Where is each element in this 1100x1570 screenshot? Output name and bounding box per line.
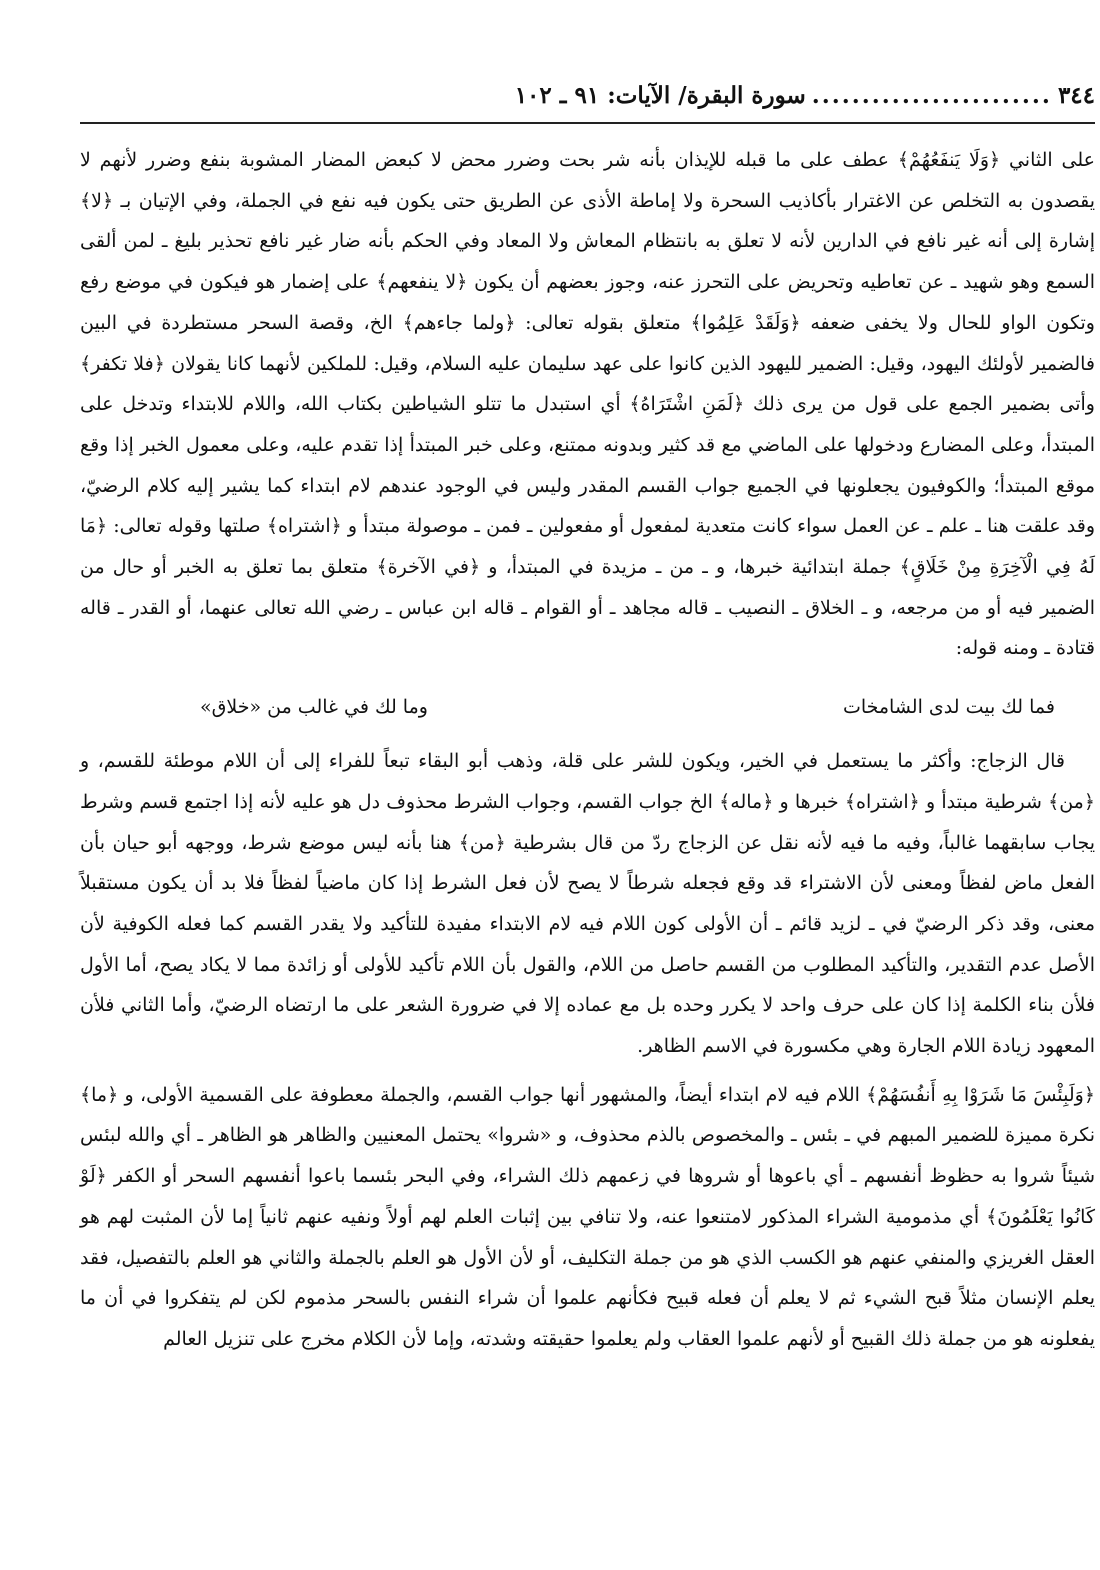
body-text [80,140,1095,1360]
paragraph-3: ﴿وَلَبِئْسَ مَا شَرَوْا بِهِ أَنفُسَهُمْ﴾ اللام فيه لام ابتداء أيضاً، والمشهور أنها جواب القسم، والجملة معطوفة على القسمية الأولى، و ﴿ما﴾ نكرة مميزة للضمير المبهم في ـ بئس ـ والمخصوص بالذم محذوف، و «شروا» يحتمل المعنيين والظاهر هو الظاهر ـ أي والله لبئس شيئاً شروا به حظوظ أنفسهم ـ أي باعوها أو شروها في زعمهم ذلك الشراء، وفي البحر بئسما باعوا أنفسهم السحر أو الكفر ﴿لَوْ كَانُوا يَعْلَمُونَ﴾ أي مذمومية الشراء المذكور لامتنعوا عنه، ولا تنافي بين إثبات العلم لهم أولاً ونفيه عنهم ثانياً إما لأن المثبت لهم هو العقل الغريزي والمنفي عنهم هو الكسب الذي هو من جملة التكليف، أو لأن الأول هو العلم بالجملة والثاني هو العلم بالتفصيل، فقد يعلم الإنسان مثلاً قبح الشيء ثم لا يعلم أن فعله قبيح فكأنهم علموا أن شراء النفس بالسحر مذموم لكن لم يتفكروا في أن ما يفعلونه هو من جملة ذلك القبيح أو لأنهم علموا العقاب ولم يعلموا حقيقته وشدته، وإما لأن الكلام مخرج على تنزيل العالم [80,1083,1095,1350]
poetry-verse [80,687,1095,727]
header-leader-dots: ........................ [811,82,1052,109]
paragraph-1: على الثاني ﴿وَلَا يَنفَعُهُمْ﴾ عطف على ما قبله للإيذان بأنه شر بحت وضرر محض لا كبعض المضار المشوبة بنفع وضرر لأنهم لا يقصدون به التخلص عن الاغترار بأكاذيب السحرة ولا إماطة الأذى عن الطريق حتى يكون فيه نفع في الجملة، وفي الإتيان بـ ﴿لا﴾ إشارة إلى أنه غير نافع في الدارين لأنه لا تعلق به بانتظام المعاش ولا المعاد وفي الحكم بأنه ضار غير نافع تحذير بليغ ـ لمن ألقى السمع وهو شهيد ـ عن تعاطيه وتحريض على التحرز عنه، وجوز بعضهم أن يكون ﴿لا ينفعهم﴾ على إضمار هو فيكون في موضع رفع وتكون الواو للحال ولا يخفى ضعفه ﴿وَلَقَدْ عَلِمُوا﴾ متعلق بقوله تعالى: ﴿ولما جاءهم﴾ الخ، وقصة السحر مستطردة في البين فالضمير لأولئك اليهود، وقيل: الضمير لليهود الذين كانوا على عهد سليمان عليه السلام، وقيل: للملكين لأنهما كانا يقولان ﴿فلا تكفر﴾ وأتى بضمير الجمع على قول من يرى ذلك ﴿لَمَنِ اشْتَرَاهُ﴾ أي استبدل ما تتلو الشياطين بكتاب الله، واللام للابتداء وتدخل على المبتدأ، وعلى المضارع ودخولها على الماضي مع قد كثير وبدونه ممتنع، وعلى خبر المبتدأ إذا تقدم عليه، وعلى معمول الخبر إذا وقع موقع المبتدأ؛ والكوفيون يجعلونها في الجميع جواب القسم المقدر وليس في الوجود عندهم لام ابتداء كما يشير إليه كلام الرضيّ، وقد علقت هنا ـ علم ـ عن العمل سواء كانت متعدية لمفعول أو مفعولين ـ فمن ـ موصولة مبتدأ و ﴿اشتراه﴾ صلتها وقوله تعالى: ﴿مَا لَهُ فِي الْآخِرَةِ مِنْ خَلَاقٍ﴾ جملة ابتدائية خبرها، و ـ من ـ مزيدة في المبتدأ، و ﴿في الآخرة﴾ متعلق بما تعلق به الخبر أو حال من الضمير فيه أو من مرجعه، و ـ الخلاق ـ النصيب ـ قاله مجاهد ـ أو القوام ـ قاله ابن عباس ـ رضي الله تعالى عنهما، أو القدر ـ قاله قتادة ـ ومنه قوله: [80,149,1095,660]
paragraph-2: قال الزجاج: وأكثر ما يستعمل في الخير، ويكون للشر على قلة، وذهب أبو البقاء تبعاً للفراء إلى أن اللام موطئة للقسم، و ﴿من﴾ شرطية مبتدأ و ﴿اشتراه﴾ خبرها و ﴿ماله﴾ الخ جواب القسم، وجواب الشرط محذوف دل هو عليه لأنه إذا اجتمع قسم وشرط يجاب سابقهما غالباً، وفيه ما فيه لأنه نقل عن الزجاج ردّ من قال بشرطية ﴿من﴾ هنا بأنه ليس موضع شرط، ووجهه أبو حيان بأن الفعل ماض لفظاً ومعنى لأن الاشتراء قد وقع فجعله شرطاً لا يصح لأن فعل الشرط إذا كان ماضياً لفظاً فلا بد أن يكون مستقبلاً معنى، وقد ذكر الرضيّ في ـ لزيد قائم ـ أن الأولى كون اللام فيه لام الابتداء مفيدة للتأكيد ولا يقدر القسم كما فعله الكوفية لأن الأصل عدم التقدير، والتأكيد المطلوب من القسم حاصل من اللام، والقول بأن اللام تأكيد للأولى أو زائدة مما لا يكاد يصح، أما الأول فلأن بناء الكلمة إذا كان على حرف واحد لا يكرر وحده بل مع عماده إلا في ضرورة الشعر على ما ارتضاه الرضيّ، وأما الثاني فلأن المعهود زيادة اللام الجارة وهي مكسورة في الاسم الظاهر. [80,750,1095,1058]
verse-hemistich-first: فما لك بيت لدى الشامخات [842,696,1055,719]
page [80,0,1095,1570]
surah-verses-label: سورة البقرة/ الآيات: ٩١ ـ ١٠٢ [514,82,806,109]
running-header [80,82,1095,122]
verse-hemistich-second: وما لك في غالب من «خلاق» [200,696,428,719]
page-number: ٣٤٤ [1057,82,1095,109]
header-rule [80,122,1095,124]
